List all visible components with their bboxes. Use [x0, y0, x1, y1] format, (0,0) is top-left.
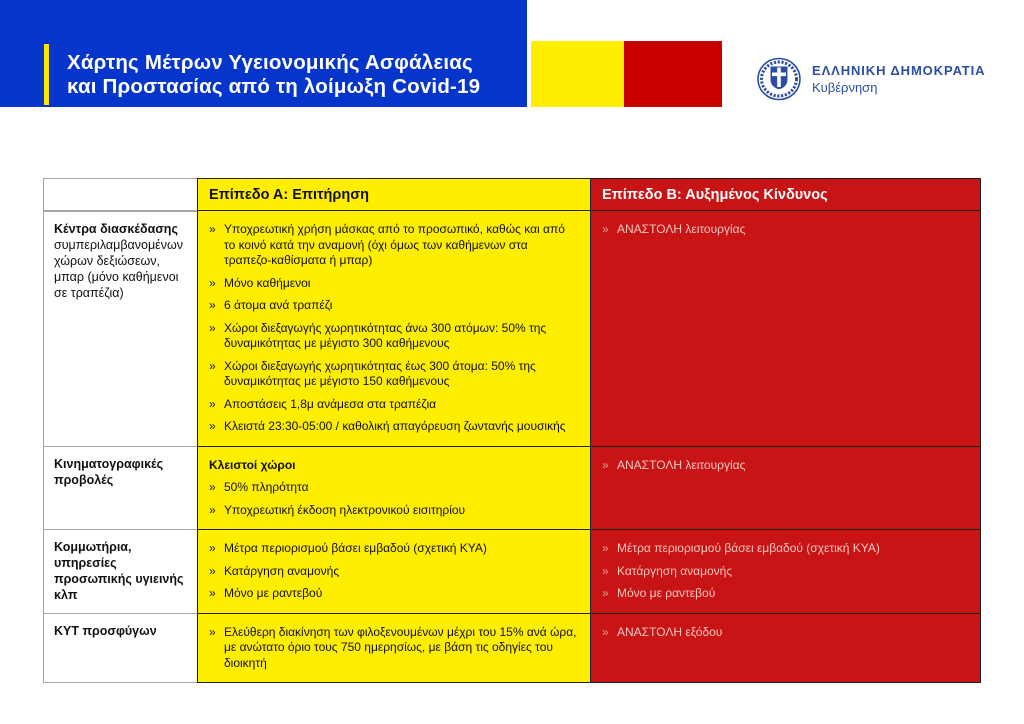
measure-item — [209, 480, 578, 496]
bullet-marker: » — [209, 419, 216, 433]
page-title-line1: Χάρτης Μέτρων Υγειονομικής Ασφάλειας — [67, 51, 473, 74]
measure-heading: Κλειστοί χώροι — [209, 457, 296, 472]
measure-item — [602, 222, 968, 238]
bullet-marker: » — [602, 457, 609, 472]
level-a-cell-cinema-screenings — [197, 447, 590, 531]
measure-item — [209, 503, 578, 519]
bullet-marker: » — [209, 275, 216, 290]
measure-item — [209, 359, 578, 390]
bullet-marker: » — [209, 480, 216, 494]
measure-text: ΑΝΑΣΤΟΛΗ εξόδου — [617, 624, 723, 639]
bullet-marker: » — [209, 358, 216, 373]
level-b-cell-hairdressers — [590, 530, 981, 614]
bullet-marker: » — [209, 586, 216, 600]
bullet-marker: » — [209, 563, 216, 578]
measure-text: ΑΝΑΣΤΟΛΗ λειτουργίας — [617, 222, 746, 236]
bullet-marker: » — [209, 222, 216, 236]
measure-item — [602, 458, 968, 474]
measure-item — [209, 625, 578, 672]
category-title: Κομμωτήρια, υπηρεσίες προσωπικής υγιεινής κλπ — [54, 540, 184, 602]
bullet-marker: » — [209, 298, 216, 312]
measure-item — [602, 586, 968, 602]
category-title: Κινηματογραφικές προβολές — [54, 456, 164, 487]
government-logo — [756, 57, 985, 101]
measure-text: Υποχρεωτική έκδοση ηλεκτρονικού εισιτηρίου — [224, 502, 466, 517]
measure-text: Μέτρα περιορισμού βάσει εμβαδού (σχετική ΚΥΑ) — [617, 541, 880, 555]
level-b-cell-cinema-screenings — [590, 447, 981, 531]
measure-text: Κατάργηση αναμονής — [617, 563, 733, 578]
level-a-cell-refugee-centers — [197, 614, 590, 684]
bullet-marker: » — [602, 541, 609, 555]
measure-text: Ελεύθερη διακίνηση των φιλοξενουμένων μέχρι του 15% ανά ώρα, με ανώτατο όριο τους 750 ημερησίως, με βάση τις οδηγίες του διοικητή — [224, 624, 577, 670]
table-corner-cell — [43, 178, 197, 211]
title-accent-bar — [44, 44, 49, 105]
measure-text: 50% πληρότητα — [224, 480, 309, 494]
bullet-marker: » — [209, 624, 216, 639]
row-category-refugee-centers — [43, 614, 197, 684]
level-b-cell-entertainment-venues — [590, 211, 981, 447]
measure-item — [209, 541, 578, 557]
greek-republic-emblem-icon — [756, 57, 802, 101]
measure-text: Κατάργηση αναμονής — [224, 563, 340, 578]
measure-item — [209, 222, 578, 269]
logo-org-name: ΕΛΛΗΝΙΚΗ ΔΗΜΟΚΡΑΤΙΑ — [812, 63, 986, 78]
measure-text: Υποχρεωτική χρήση μάσκας από το προσωπικό, καθώς και από το κοινό κατά την αναμονή (όχι όμως των καθήμενων στα τραπεζο-καθίσματα ή μπαρ) — [224, 222, 565, 267]
measures-table — [43, 178, 981, 683]
row-category-cinema-screenings — [43, 447, 197, 531]
measure-item — [209, 419, 578, 435]
row-category-entertainment-venues — [43, 211, 197, 447]
level-b-cell-refugee-centers — [590, 614, 981, 684]
yellow-color-block — [531, 41, 624, 107]
measure-item — [209, 564, 578, 580]
column-header-level-a: Επίπεδο Α: Επιτήρηση — [197, 178, 590, 211]
measure-text: Χώροι διεξαγωγής χωρητικότητας έως 300 άτομα: 50% της δυναμικότητας με μέγιστο 150 καθήμενους — [224, 358, 536, 388]
category-desc: συμπεριλαμβανομένων χώρων δεξιώσεων, μπαρ (μόνο καθήμενοι σε τραπέζια) — [54, 238, 183, 300]
column-header-level-b: Επίπεδο Β: Αυξημένος Κίνδυνος — [590, 178, 981, 211]
measure-text: ΑΝΑΣΤΟΛΗ λειτουργίας — [617, 457, 746, 472]
measure-item — [209, 298, 578, 314]
header-band — [0, 0, 527, 107]
measure-item — [209, 321, 578, 352]
page-title — [67, 51, 480, 99]
government-logo-text — [812, 63, 985, 95]
level-a-cell-hairdressers — [197, 530, 590, 614]
category-title: Κέντρα διασκέδασης — [54, 222, 178, 236]
measure-text: Κλειστά 23:30-05:00 / καθολική απαγόρευση ζωντανής μουσικής — [224, 419, 566, 433]
bullet-marker: » — [209, 502, 216, 517]
red-color-block — [624, 41, 722, 107]
bullet-marker: » — [209, 396, 216, 411]
measure-text: Μόνο με ραντεβού — [224, 586, 323, 600]
bullet-marker: » — [602, 586, 609, 600]
measure-text: Μόνο με ραντεβού — [617, 586, 716, 600]
measure-text: Μέτρα περιορισμού βάσει εμβαδού (σχετική ΚΥΑ) — [224, 541, 487, 555]
measure-text: Χώροι διεξαγωγής χωρητικότητας άνω 300 ατόμων: 50% της δυναμικότητας με μέγιστο 300 καθήμενους — [224, 320, 547, 350]
measure-item — [209, 397, 578, 413]
measure-item — [602, 625, 968, 641]
measure-item — [602, 564, 968, 580]
logo-sub-name: Κυβέρνηση — [812, 80, 878, 95]
bullet-marker: » — [209, 320, 216, 335]
measure-text: Μόνο καθήμενοι — [224, 275, 311, 290]
bullet-marker: » — [602, 563, 609, 578]
measure-item — [209, 276, 578, 292]
bullet-marker: » — [209, 541, 216, 555]
measure-item — [602, 541, 968, 557]
category-title: ΚΥΤ προσφύγων — [54, 623, 157, 638]
measure-text: 6 άτομα ανά τραπέζι — [224, 298, 333, 312]
page-title-line2: και Προστασίας από τη λοίμωξη Covid-19 — [67, 75, 481, 98]
level-a-cell-entertainment-venues — [197, 211, 590, 447]
measure-item — [209, 586, 578, 602]
row-category-hairdressers — [43, 530, 197, 614]
bullet-marker: » — [602, 624, 609, 639]
measure-text: Αποστάσεις 1,8μ ανάμεσα στα τραπέζια — [224, 396, 437, 411]
bullet-marker: » — [602, 222, 609, 236]
